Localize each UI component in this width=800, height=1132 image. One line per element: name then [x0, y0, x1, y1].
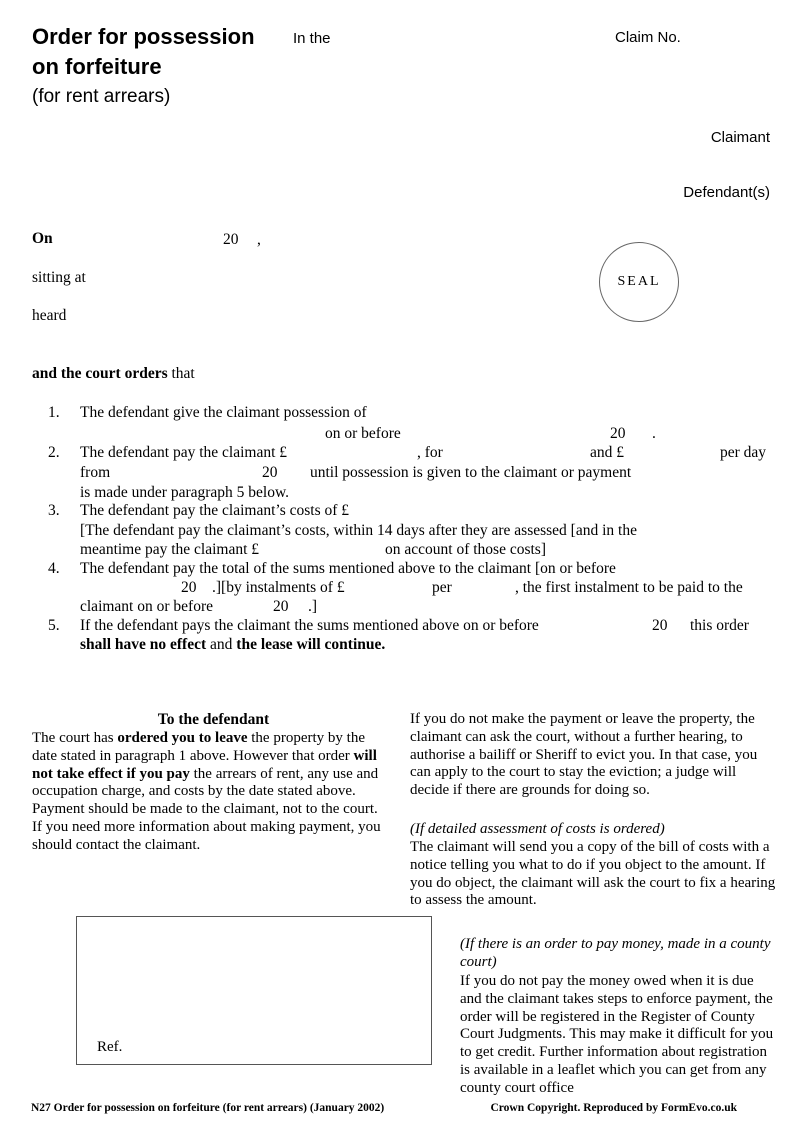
order-2-year-prefix: 20 — [262, 464, 278, 481]
order-2-per-day: per day — [720, 444, 767, 461]
form-subtitle: (for rent arrears) — [32, 86, 171, 107]
order-5-no-effect: shall have no effect and the lease will continue. — [80, 636, 386, 653]
order-3-meantime: meantime pay the claimant £ — [80, 541, 260, 558]
enforcement-paragraph: If you do not make the payment or leave the property, the claimant can ask the court, without a further hearing, to authorise a bailiff or Sheriff to evict you. In that case, you can apply to the court to stay the eviction; a judge will decide if there are grounds for doing so. — [410, 711, 758, 799]
order-5-condition: If the defendant pays the claimant the sums mentioned above on or before — [80, 617, 539, 634]
order-3-assessed: [The defendant pay the claimant’s costs, within 14 days after they are assessed [and in the — [80, 522, 637, 539]
order-4-first-instalment: , the first instalment to be paid to the — [515, 579, 743, 596]
order-5-year-prefix: 20 — [652, 617, 668, 634]
order-2-until: until possession is given to the claimant or payment — [310, 464, 632, 481]
assessment-paragraph: The claimant will send you a copy of the bill of costs with a notice telling you what to do if you object to the amount. If you do object, the claimant will ask the court to fix a hearing to assess the amount. — [410, 839, 776, 909]
claimant-label: Claimant — [710, 129, 770, 146]
order-2-paragraph5: is made under paragraph 5 below. — [80, 484, 290, 501]
county-court-heading: (If there is an order to pay money, made in a county court) — [460, 936, 771, 970]
defendants-label: Defendant(s) — [683, 184, 770, 201]
order-2-pay-amount: The defendant pay the claimant £ — [80, 444, 288, 461]
order-1-year-prefix: 20 — [610, 425, 626, 442]
order-2-for: , for — [417, 444, 443, 461]
order-4-year-prefix: 20 — [181, 579, 197, 596]
order-3-number: 3. — [48, 502, 60, 519]
order-1-number: 1. — [48, 404, 60, 421]
order-4-per: per — [432, 579, 452, 596]
form-title-line2: on forfeiture — [32, 54, 162, 79]
order-4-close-bracket: .] — [308, 598, 318, 615]
order-1-period: . — [652, 425, 656, 442]
court-seal — [599, 242, 679, 322]
to-the-defendant-paragraph: The court has ordered you to leave the property by the date stated in paragraph 1 above. However that order will not take effect if you pay the arrears of rent, any use and occupation charge, and costs by the date stated above. Payment should be made to the claimant, not to the court. If you need more information about making payment, you should contact the claimant. — [32, 730, 381, 853]
in-the-label: In the — [293, 30, 331, 47]
order-1-text: The defendant give the claimant possession of — [80, 404, 367, 421]
court-seal-label: SEAL — [617, 274, 661, 289]
order-2-and-amount: and £ — [590, 444, 625, 461]
ref-label: Ref. — [97, 1039, 123, 1055]
order-5-number: 5. — [48, 617, 60, 634]
on-label: On — [32, 230, 53, 247]
order-4-year-prefix-2: 20 — [273, 598, 289, 615]
order-2-number: 2. — [48, 444, 60, 461]
county-court-paragraph: If you do not pay the money owed when it is due and the claimant takes steps to enforce payment, the order will be registered in the Register of County Court Judgments. This may make it difficult for you to get credit. Further information about registration is available in a leaflet which you can get from any county court office — [460, 973, 774, 1096]
order-2-from: from — [80, 464, 111, 481]
order-4-instalments: .][by instalments of £ — [212, 579, 345, 596]
footer-copyright: Crown Copyright. Reproduced by FormEvo.co.uk — [490, 1102, 737, 1114]
heard-label: heard — [32, 307, 67, 324]
footer-form-id: N27 Order for possession on forfeiture (for rent arrears) (January 2002) — [31, 1102, 385, 1114]
order-5-this-order: this order — [690, 617, 749, 634]
order-4-number: 4. — [48, 560, 60, 577]
order-1-on-or-before: on or before — [325, 425, 401, 442]
to-the-defendant-heading: To the defendant — [157, 711, 270, 728]
ref-box — [76, 916, 432, 1065]
order-4-claimant-before: claimant on or before — [80, 598, 213, 615]
court-orders-line: and the court orders that — [32, 365, 195, 382]
on-year-prefix: 20 — [223, 231, 239, 248]
form-title-line1: Order for possession — [32, 24, 255, 49]
order-3-costs: The defendant pay the claimant’s costs of £ — [80, 502, 350, 519]
sitting-at-label: sitting at — [32, 269, 86, 286]
order-4-total-sums: The defendant pay the total of the sums mentioned above to the claimant [on or before — [80, 560, 616, 577]
on-comma: , — [257, 231, 261, 248]
order-3-on-account: on account of those costs] — [385, 541, 546, 558]
claim-no-label: Claim No. — [615, 29, 681, 46]
assessment-heading: (If detailed assessment of costs is ordered) — [410, 821, 665, 837]
